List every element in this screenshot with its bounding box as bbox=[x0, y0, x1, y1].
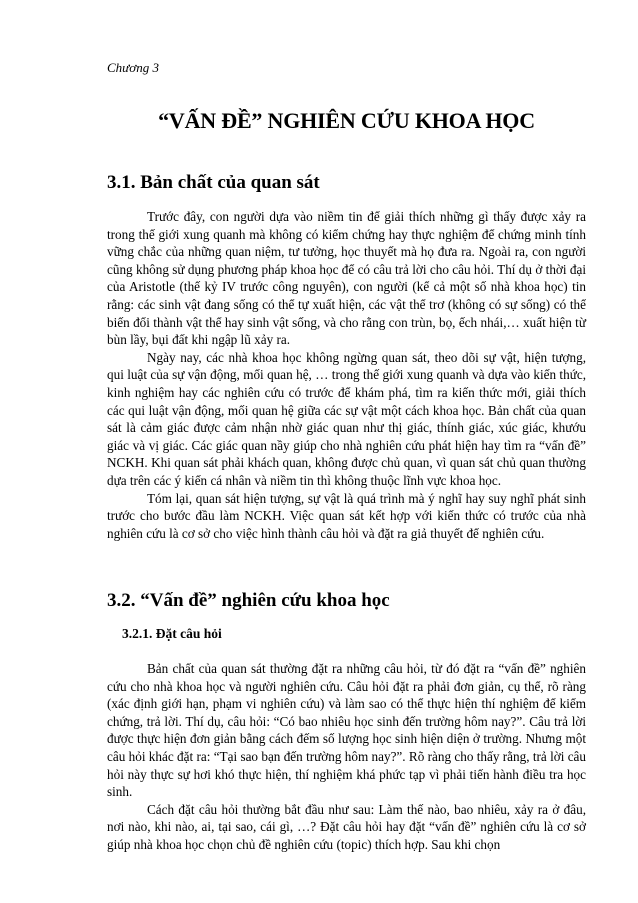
subsection-heading-3-2-1: 3.2.1. Đặt câu hỏi bbox=[122, 626, 222, 641]
chapter-title: “VẤN ĐỀ” NGHIÊN CỨU KHOA HỌC bbox=[158, 108, 535, 133]
section-heading-3-1: 3.1. Bản chất của quan sát bbox=[107, 172, 320, 193]
paragraph: Tóm lại, quan sát hiện tượng, sự vật là quá trình mà ý nghĩ hay suy nghĩ phát sinh trước cho bước đầu làm NCKH. Việc quan sát kết hợp với kiến thức có trước của nhà nghiên cứu là cơ sở cho việc hình thành câu hỏi và đặt ra giả thuyết để nghiên cứu. bbox=[107, 490, 586, 541]
paragraph: Ngày nay, các nhà khoa học không ngừng quan sát, theo dõi sự vật, hiện tượng, qui luật của sự vận động, mối quan hệ, … trong thế giới xung quanh và dựa vào kiến thức, kinh nghiệm hay các nghiên cứu có trước để khám phá, tìm ra kiến thức mới, giải thích các qui luật vận động, mối quan hệ giữa các sự vật một cách khoa học. Bản chất của quan sát là cảm giác được cảm nhận nhờ giác quan như thị giác, thính giác, xúc giác, khướu giác và vị giác. Các giác quan nầy giúp cho nhà nghiên cứu phát hiện hay tìm ra “vấn đề” NCKH. Khi quan sát phải khách quan, không được chủ quan, vì quan sát chủ quan thường dựa trên các ý kiến cá nhân và niềm tin thì không thuộc lĩnh vực khoa học. bbox=[107, 349, 586, 488]
paragraph: Cách đặt câu hỏi thường bắt đầu như sau: Làm thế nào, bao nhiêu, xảy ra ở đâu, nơi nào, khi nào, ai, tại sao, cái gì, …? Đặt câu hỏi hay đặt “vấn đề” nghiên cứu là cơ sở giúp nhà khoa học chọn chủ đề nghiên cứu (topic) thích hợp. Sau khi chọn bbox=[107, 801, 586, 852]
paragraph: Bản chất của quan sát thường đặt ra những câu hỏi, từ đó đặt ra “vấn đề” nghiên cứu cho nhà khoa học và người nghiên cứu. Câu hỏi đặt ra phải đơn giản, cụ thể, rõ ràng (xác định giới hạn, phạm vi nghiên cứu) và làm sao có thể thực hiện thí nghiệm để kiểm chứng, trả lời. Thí dụ, câu hỏi: “Có bao nhiêu học sinh đến trường hôm nay?”. Câu trả lời được thực hiện đơn giản bằng cách đếm số lượng học sinh hiện diện ở trường. Nhưng một câu hỏi khác đặt ra: “Tại sao bạn đến trường hôm nay?”. Rõ ràng cho thấy rằng, trả lời câu hỏi này thực sự hơi khó thực hiện, thí nghiệm khá phức tạp vì phải tiến hành điều tra học sinh. bbox=[107, 661, 586, 800]
chapter-label: Chương 3 bbox=[107, 60, 159, 75]
section-heading-3-2: 3.2. “Vấn đề” nghiên cứu khoa học bbox=[107, 590, 390, 611]
paragraph: Trước đây, con người dựa vào niềm tin để giải thích những gì thấy được xảy ra trong thế giới xung quanh mà không có kiểm chứng hay thực nghiệm để chứng minh tính vững chắc của những quan niệm, tư tưởng, học thuyết mà họ đưa ra. Ngoài ra, con người cũng không sử dụng phương pháp khoa học để có câu trả lời cho câu hỏi. Thí dụ ở thời đại của Aristotle (thế kỷ IV trước công nguyên), con người (kể cả một số nhà khoa học) tin rằng: các sinh vật đang sống có thể tự xuất hiện, các vật thể trơ (không có sự sống) có thể biến đổi thành vật thể hay sinh vật sống, và cho rằng con trùn, bọ, ếch nhái,… xuất hiện từ bùn lầy, bụi đất khi ngập lũ xảy ra. bbox=[107, 209, 586, 348]
subsection-3-2-1-body bbox=[107, 660, 586, 854]
section-3-1-body bbox=[107, 208, 586, 542]
